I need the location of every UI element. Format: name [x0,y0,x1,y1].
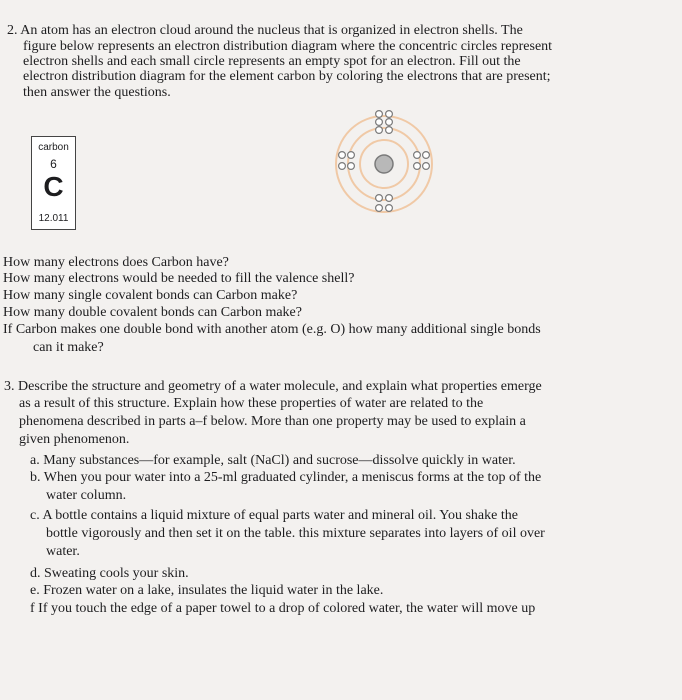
part-c: c. A bottle contains a liquid mixture of equal parts water and mineral oil. You shake the [30,508,518,523]
q3-line: as a result of this structure. Explain how these properties of water are related to the [19,396,484,411]
electron-spot[interactable] [376,205,383,212]
part-a: a. Many substances—for example, salt (NaCl) and sucrose—dissolve quickly in water. [30,453,516,468]
question-line: can it make? [33,340,104,355]
q2-line: 2. An atom has an electron cloud around the nucleus that is organized in electron shells. The [7,23,523,38]
electron-spot[interactable] [414,163,421,170]
carbon-element-tile [31,136,76,230]
electron-spot[interactable] [376,127,383,134]
question-line: How many single covalent bonds can Carbon make? [3,288,298,303]
part-f: f If you touch the edge of a paper towel to a drop of colored water, the water will move up [30,601,536,616]
part-e: e. Frozen water on a lake, insulates the liquid water in the lake. [30,583,384,598]
electron-spot[interactable] [348,152,355,159]
q3-line: phenomena described in parts a–f below. More than one property may be used to explain a [19,414,526,429]
electron-spot[interactable] [386,195,393,202]
electron-spot[interactable] [376,111,383,118]
electron-spot[interactable] [386,205,393,212]
q2-line: figure below represents an electron distribution diagram where the concentric circles represent [23,39,553,54]
electron-spot[interactable] [386,111,393,118]
question-line: How many electrons does Carbon have? [3,255,229,270]
part-c-cont: bottle vigorously and then set it on the table. this mixture separates into layers of oil over [46,526,545,541]
q3-line: given phenomenon. [19,432,130,447]
atomic-mass: 12.011 [38,213,69,224]
nucleus [375,155,393,173]
part-b-cont: water column. [46,488,127,503]
q3-line: 3. Describe the structure and geometry of a water molecule, and explain what properties emerge [4,379,542,394]
q2-line: electron distribution diagram for the element carbon by coloring the electrons that are present; [23,69,551,84]
electron-spot[interactable] [386,119,393,126]
electron-spot[interactable] [339,163,346,170]
electron-spot[interactable] [376,195,383,202]
electron-spot[interactable] [348,163,355,170]
element-symbol: C [43,171,64,202]
electron-distribution-diagram [318,108,454,220]
question-line: How many electrons would be needed to fill the valence shell? [3,271,355,286]
q2-line: electron shells and each small circle represents an empty spot for an electron. Fill out the [23,54,521,69]
atomic-number: 6 [50,157,57,171]
electron-spot[interactable] [423,163,430,170]
electron-spot[interactable] [339,152,346,159]
question-line: If Carbon makes one double bond with another atom (e.g. O) how many additional single bonds [3,322,541,337]
part-d: d. Sweating cools your skin. [30,566,189,581]
q2-line: then answer the questions. [23,85,171,100]
question-line: How many double covalent bonds can Carbon make? [3,305,302,320]
electron-spot[interactable] [376,119,383,126]
element-name: carbon [38,142,69,153]
electron-spot[interactable] [386,127,393,134]
part-b: b. When you pour water into a 25-ml graduated cylinder, a meniscus forms at the top of the [30,470,542,485]
electron-spot[interactable] [414,152,421,159]
electron-spot[interactable] [423,152,430,159]
part-c-cont: water. [46,544,80,559]
